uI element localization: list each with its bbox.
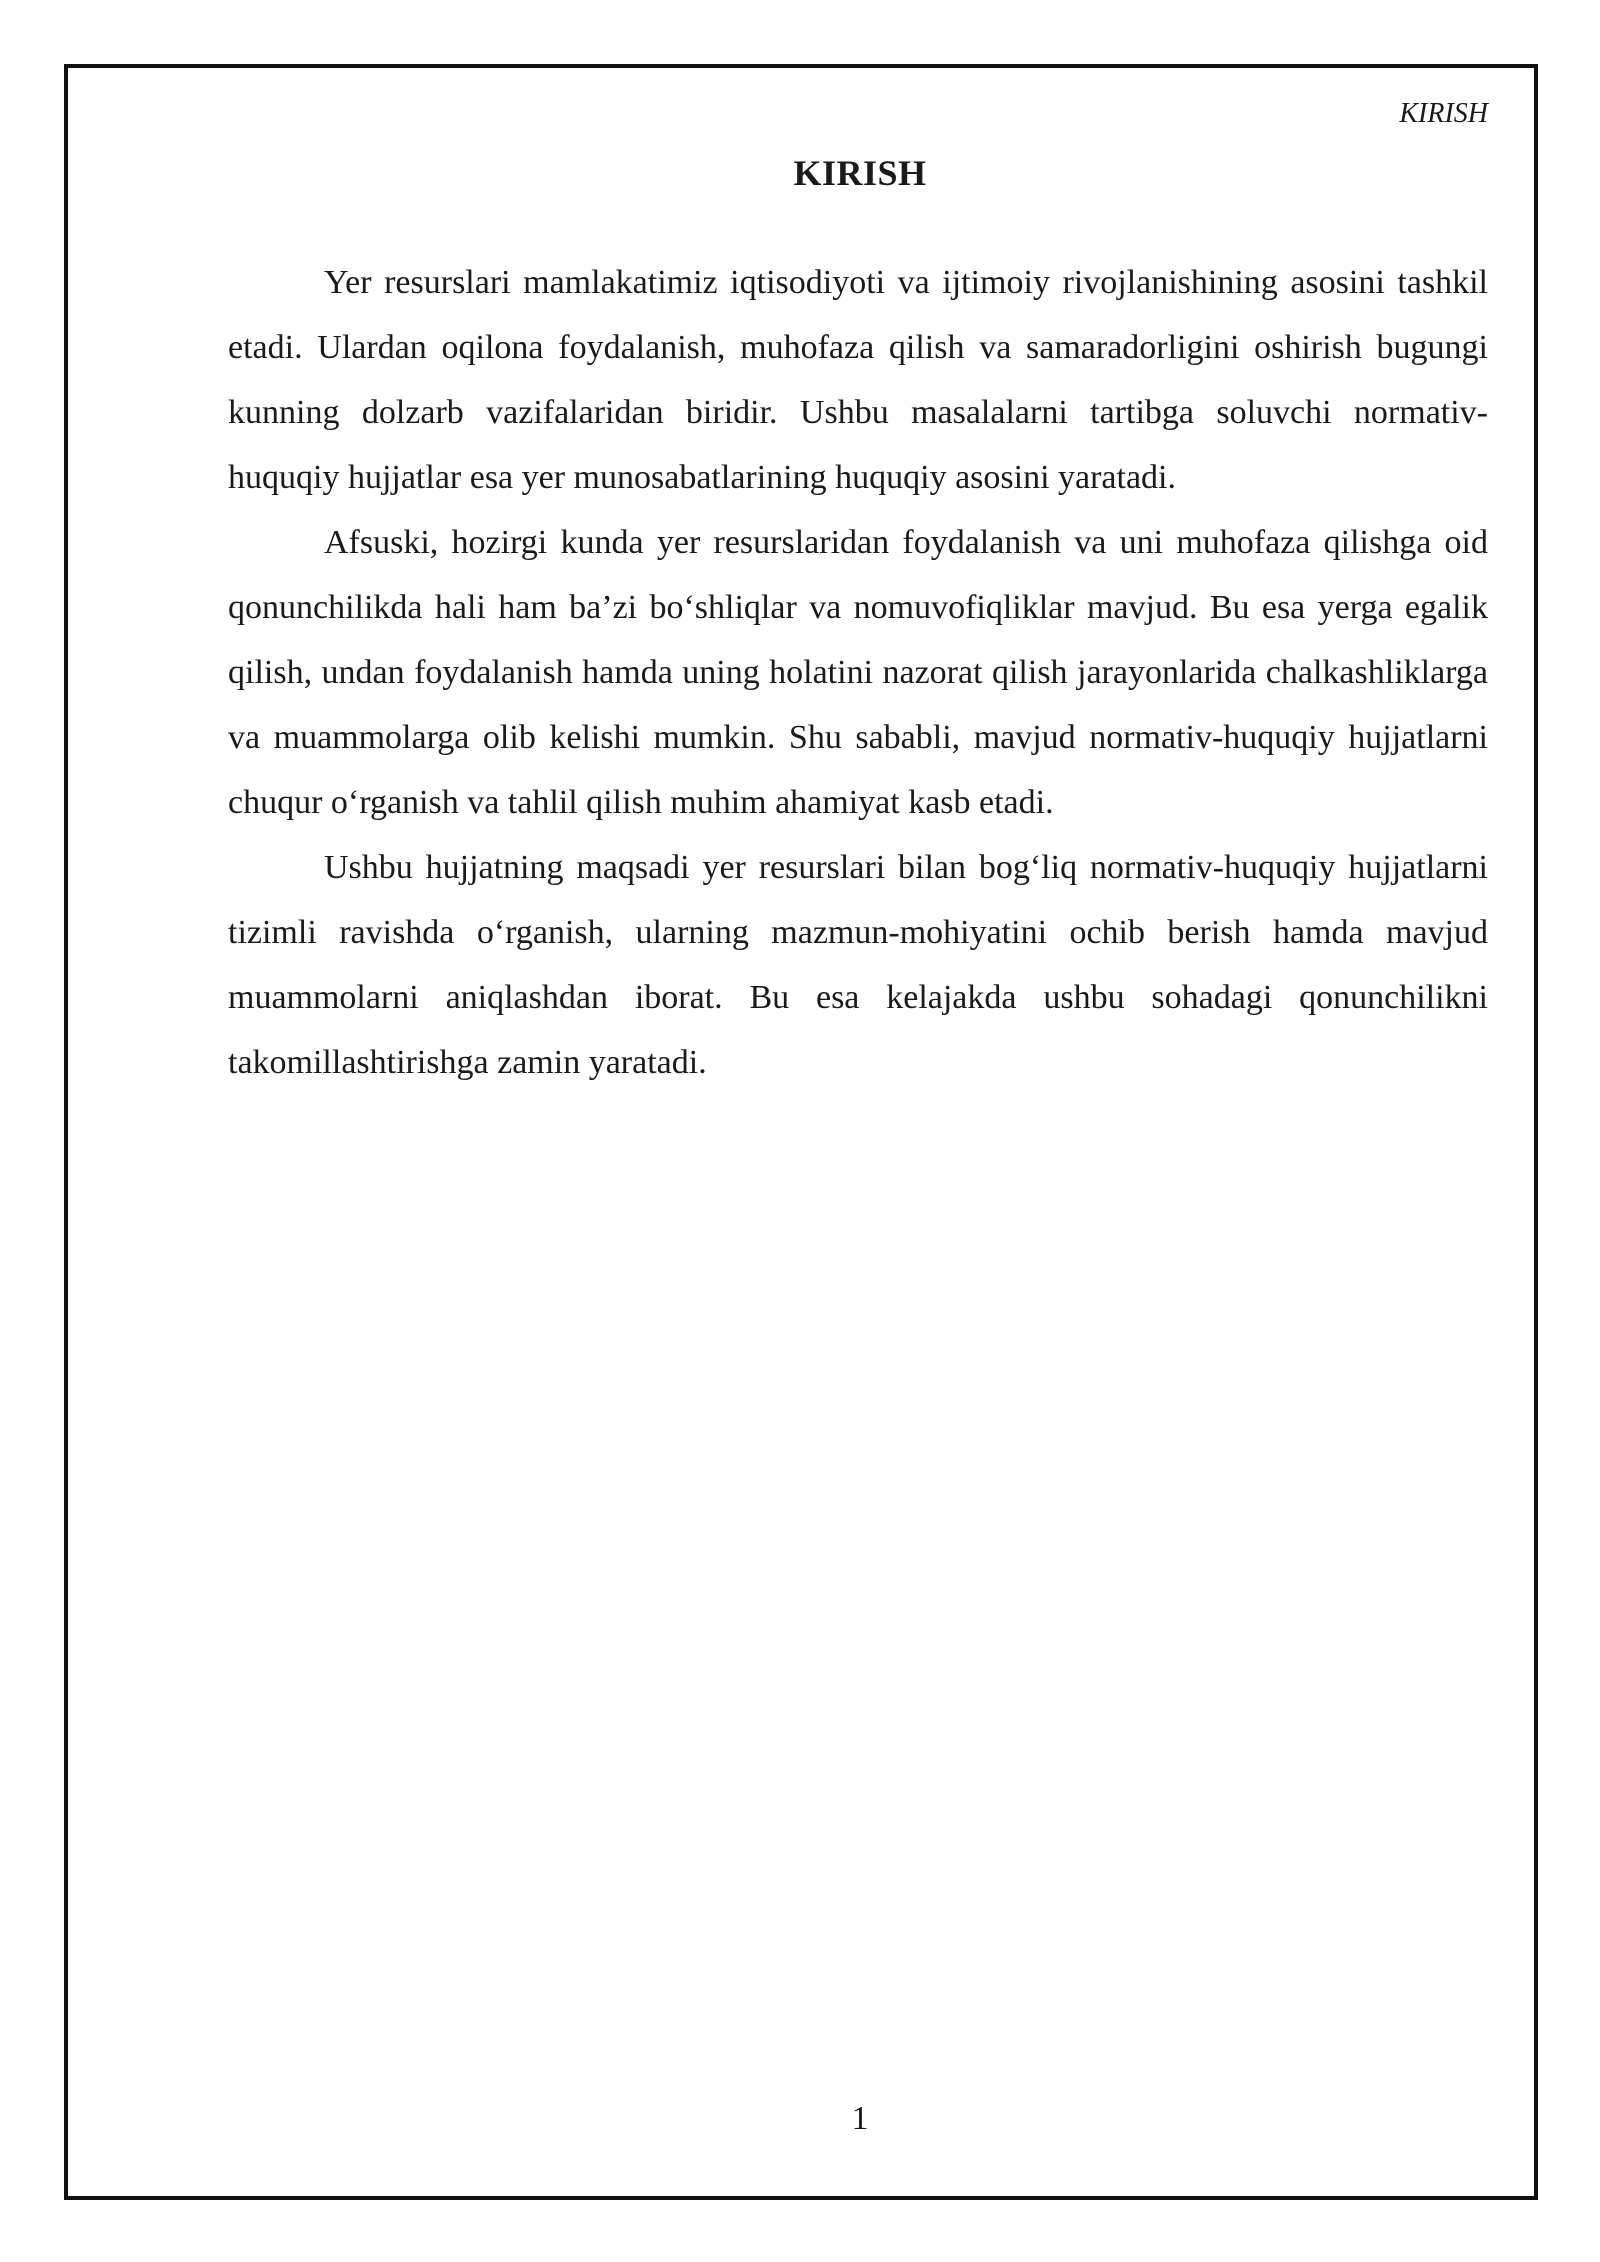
- page-number: 1: [851, 2100, 869, 2137]
- paragraph-3: Ushbu hujjatning maqsadi yer resurslari bilan bog‘liq normativ-huquqiy hujjatlarni tizimli ravishda o‘rganish, ularning mazmun-mohiyatini ochib berish hamda mavjud muammolarni aniqlashdan iborat. Bu esa kelajakda ushbu sohadagi qonunchilikni takomillashtirishga zamin yaratadi.: [228, 849, 1488, 1081]
- paragraph-1: Yer resurslari mamlakatimiz iqtisodiyoti va ijtimoiy rivojlanishining asosini tashkil etadi. Ulardan oqilona foydalanish, muhofaza qilish va samaradorligini oshirish bugungi kunning dolzarb vazifalaridan biridir. Ushbu masalalarni tartibga soluvchi normativ-huquqiy hujjatlar esa yer munosabatlarining huquqiy asosini yaratadi.: [228, 264, 1488, 496]
- section-heading: KIRISH: [793, 153, 927, 193]
- running-header: KIRISH: [1399, 98, 1488, 129]
- body-text: [228, 250, 1488, 1095]
- paragraph-2: Afsuski, hozirgi kunda yer resurslaridan foydalanish va uni muhofaza qilishga oid qonunchilikda hali ham ba’zi bo‘shliqlar va nomuvofiqliklar mavjud. Bu esa yerga egalik qilish, undan foydalanish hamda uning holatini nazorat qilish jarayonlarida chalkashliklarga va muammolarga olib kelishi mumkin. Shu sababli, mavjud normativ-huquqiy hujjatlarni chuqur o‘rganish va tahlil qilish muhim ahamiyat kasb etadi.: [228, 524, 1488, 821]
